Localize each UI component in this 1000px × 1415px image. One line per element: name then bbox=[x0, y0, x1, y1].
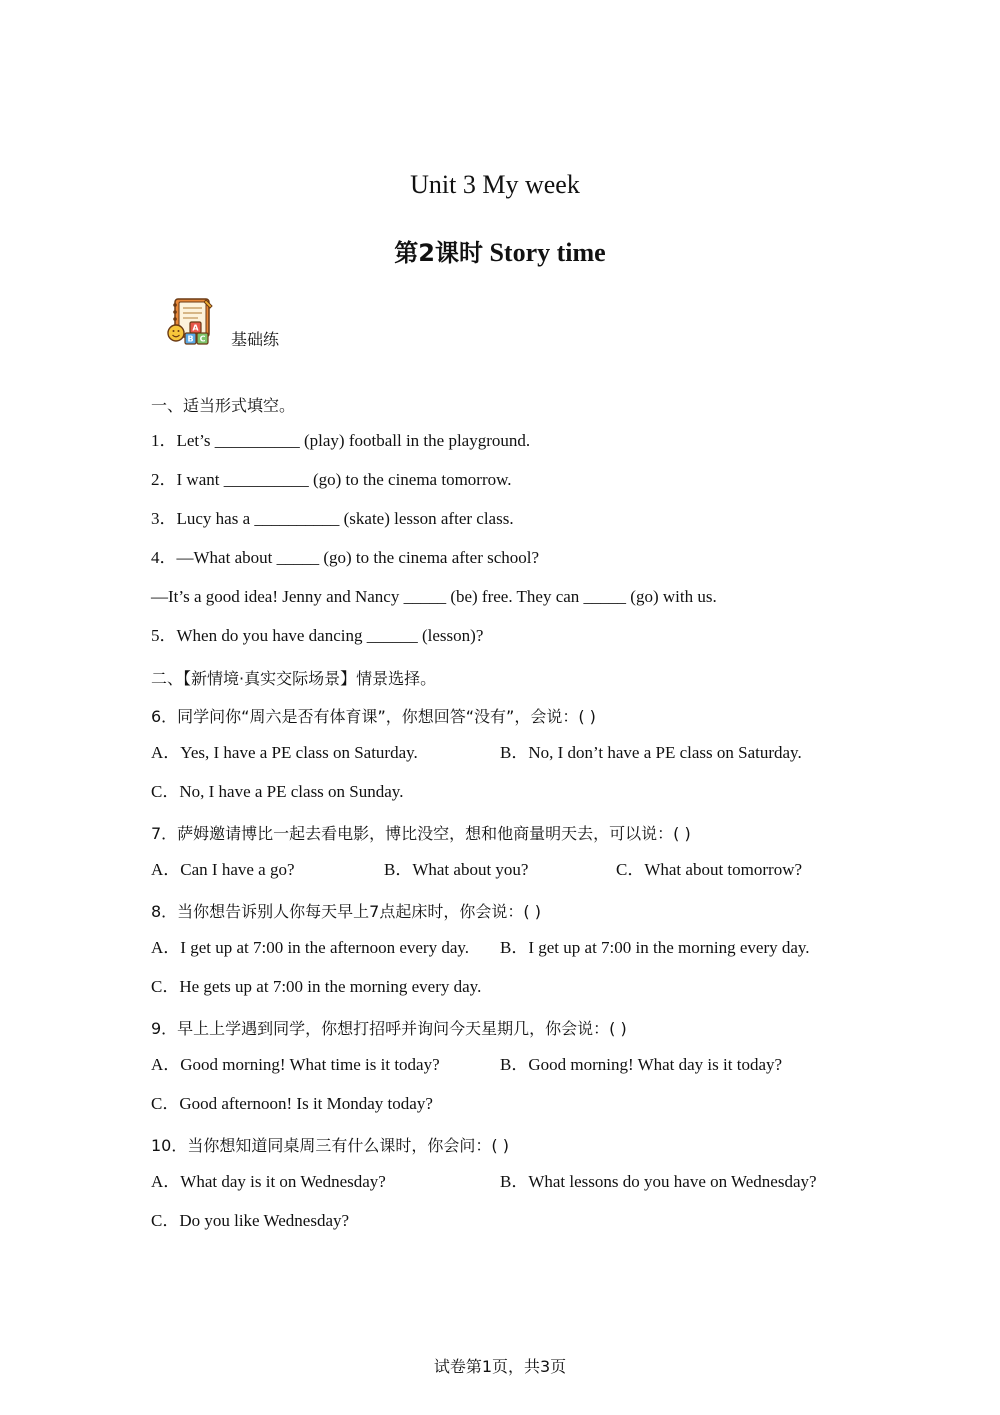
question-stem: 7．萨姆邀请博比一起去看电影，博比没空，想和他商量明天去，可以说：( ) bbox=[151, 824, 691, 843]
page-footer bbox=[0, 1357, 1000, 1377]
answer-option: C．No, I have a PE class on Sunday. bbox=[151, 782, 404, 801]
question-item: 2．I want __________ (go) to the cinema tomorrow. bbox=[151, 470, 512, 489]
question-item: 4．—What about _____ (go) to the cinema after school? bbox=[151, 548, 540, 567]
question-stem: 10．当你想知道同桌周三有什么课时，你会问：( ) bbox=[151, 1136, 509, 1155]
lesson-name: Story time bbox=[489, 238, 606, 267]
page-number: 试卷第1页，共3页 bbox=[433, 1357, 567, 1376]
answer-option: A．I get up at 7:00 in the afternoon every day. bbox=[151, 938, 470, 957]
answer-option: B．What about you? bbox=[384, 860, 529, 879]
answer-option: C．What about tomorrow? bbox=[616, 860, 803, 879]
svg-text:C: C bbox=[199, 334, 206, 344]
answer-option: B．No, I don’t have a PE class on Saturday. bbox=[500, 743, 802, 762]
question-item: 1．Let’s __________ (play) football in the playground. bbox=[151, 431, 531, 450]
exercise-level-label: 基础练 bbox=[231, 330, 280, 349]
answer-option: C．Good afternoon! Is it Monday today? bbox=[151, 1094, 433, 1113]
question-item: —It’s a good idea! Jenny and Nancy _____ (be) free. They can _____ (go) with us. bbox=[151, 587, 717, 606]
answer-option: C．Do you like Wednesday? bbox=[151, 1211, 350, 1230]
question-item: 5．When do you have dancing ______ (lesson)? bbox=[151, 626, 484, 645]
lesson-number: 第2课时 bbox=[394, 239, 483, 267]
answer-option: A．Good morning! What time is it today? bbox=[151, 1055, 440, 1074]
answer-option: B．Good morning! What day is it today? bbox=[500, 1055, 783, 1074]
question-stem: 8．当你想告诉别人你每天早上7点起床时，你会说：( ) bbox=[151, 902, 541, 921]
answer-option: C．He gets up at 7:00 in the morning every day. bbox=[151, 977, 482, 996]
answer-option: A．What day is it on Wednesday? bbox=[151, 1172, 386, 1191]
section-heading: 一、适当形式填空。 bbox=[151, 396, 296, 415]
answer-option: B．I get up at 7:00 in the morning every day. bbox=[500, 938, 810, 957]
question-item: 3．Lucy has a __________ (skate) lesson after class. bbox=[151, 509, 514, 528]
answer-option: B．What lessons do you have on Wednesday? bbox=[500, 1172, 817, 1191]
page-title: Unit 3 My week bbox=[410, 170, 580, 199]
svg-text:A: A bbox=[192, 323, 199, 333]
lesson-subtitle bbox=[0, 238, 1000, 268]
svg-text:B: B bbox=[187, 334, 194, 344]
answer-option: A．Can I have a go? bbox=[151, 860, 295, 879]
question-stem: 6．同学问你“周六是否有体育课”，你想回答“没有”，会说：( ) bbox=[151, 707, 596, 726]
notebook-abc-blocks-icon bbox=[166, 296, 216, 346]
answer-option: A．Yes, I have a PE class on Saturday. bbox=[151, 743, 418, 762]
question-stem: 9．早上上学遇到同学，你想打招呼并询问今天星期几，你会说：( ) bbox=[151, 1019, 627, 1038]
section-heading: 二、【新情境·真实交际场景】情景选择。 bbox=[151, 669, 437, 688]
